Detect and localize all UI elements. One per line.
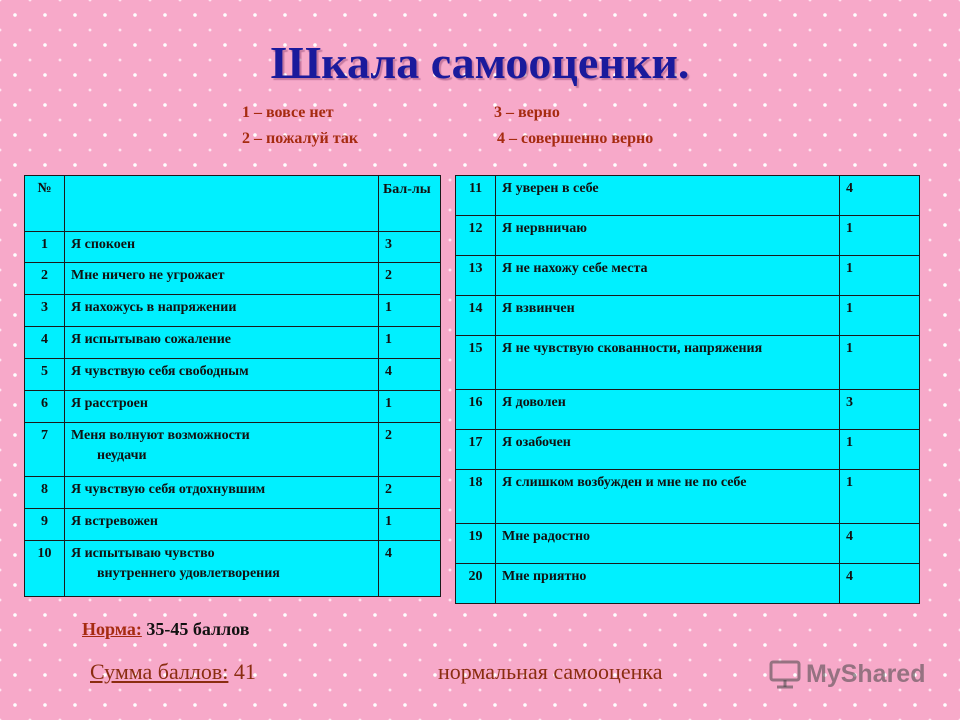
row-statement: Я испытываю сожаление [65, 327, 379, 359]
row-statement: Мне радостно [496, 524, 840, 564]
row-statement: Я слишком возбужден и мне не по себе [496, 470, 840, 524]
row-score: 1 [840, 336, 920, 390]
row-statement: Я спокоен [65, 232, 379, 263]
row-num: 5 [25, 359, 65, 391]
row-num: 6 [25, 391, 65, 423]
scale-table-right [455, 175, 920, 604]
row-score: 4 [379, 359, 441, 391]
row-score: 3 [840, 390, 920, 430]
table-header-row [25, 176, 441, 232]
norm-value: 35-45 баллов [146, 619, 250, 639]
row-num: 3 [25, 295, 65, 327]
table-row [25, 541, 441, 597]
row-score: 1 [379, 509, 441, 541]
verdict-text: нормальная самооценка [438, 659, 663, 684]
row-statement: Я озабочен [496, 430, 840, 470]
row-statement: Я чувствую себя свободным [65, 359, 379, 391]
row-num: 14 [456, 296, 496, 336]
table-row [456, 390, 920, 430]
row-num: 16 [456, 390, 496, 430]
row-score: 4 [840, 524, 920, 564]
row-num: 2 [25, 263, 65, 295]
row-score: 2 [379, 477, 441, 509]
row-statement: Я нахожусь в напряжении [65, 295, 379, 327]
row-score: 4 [379, 541, 441, 597]
row-statement: Я доволен [496, 390, 840, 430]
table-row [456, 430, 920, 470]
row-score: 4 [840, 564, 920, 604]
legend-item-3: 3 – верно [494, 104, 560, 121]
row-statement-line2: внутреннего удовлетворения [97, 566, 280, 581]
row-num: 15 [456, 336, 496, 390]
row-num: 18 [456, 470, 496, 524]
slide-title: Шкала самооценки. [270, 37, 690, 88]
watermark-logo [768, 656, 925, 692]
row-score: 1 [379, 295, 441, 327]
table-row [25, 359, 441, 391]
row-num: 20 [456, 564, 496, 604]
row-num: 8 [25, 477, 65, 509]
sum-label: Сумма баллов: [90, 659, 229, 684]
presentation-icon [768, 658, 802, 690]
header-score [379, 176, 441, 232]
header-statement [65, 176, 379, 232]
row-num: 11 [456, 176, 496, 216]
row-score: 1 [840, 430, 920, 470]
row-score: 2 [379, 263, 441, 295]
row-num: 19 [456, 524, 496, 564]
table-row [25, 391, 441, 423]
row-score: 2 [379, 423, 441, 477]
legend-item-1: 1 – вовсе нет [242, 104, 334, 121]
norm-line [82, 619, 250, 640]
table-row [456, 176, 920, 216]
scale-table-left [24, 175, 441, 597]
row-num: 7 [25, 423, 65, 477]
table-row [456, 564, 920, 604]
table-row [456, 296, 920, 336]
norm-label: Норма: [82, 619, 142, 639]
row-statement: Мне приятно [496, 564, 840, 604]
row-statement [65, 423, 379, 477]
row-statement: Я расстроен [65, 391, 379, 423]
table-row [456, 256, 920, 296]
table-row [25, 263, 441, 295]
table-row [456, 216, 920, 256]
row-score: 1 [840, 256, 920, 296]
row-score: 1 [840, 470, 920, 524]
sum-line [90, 659, 256, 685]
row-statement: Я не нахожу себе места [496, 256, 840, 296]
table-row [456, 336, 920, 390]
table-row [25, 232, 441, 263]
row-statement: Мне ничего не угрожает [65, 263, 379, 295]
header-num: № [25, 176, 65, 232]
legend-item-4: 4 – совершенно верно [497, 130, 654, 147]
row-num: 13 [456, 256, 496, 296]
row-score: 1 [379, 391, 441, 423]
legend-item-2: 2 – пожалуй так [242, 130, 359, 147]
row-score: 1 [840, 216, 920, 256]
row-statement: Я нервничаю [496, 216, 840, 256]
row-num: 1 [25, 232, 65, 263]
table-row [456, 524, 920, 564]
row-score: 4 [840, 176, 920, 216]
row-statement [65, 541, 379, 597]
row-num: 17 [456, 430, 496, 470]
table-row [25, 477, 441, 509]
row-statement-line1: Меня волнуют возможности [71, 428, 250, 443]
header-score-label: Бал-лы [383, 182, 431, 197]
row-statement: Я не чувствую скованности, напряжения [496, 336, 840, 390]
row-statement: Я чувствую себя отдохнувшим [65, 477, 379, 509]
table-row [25, 295, 441, 327]
table-row [456, 470, 920, 524]
row-num: 12 [456, 216, 496, 256]
table-row [25, 423, 441, 477]
row-statement-line1: Я испытываю чувство [71, 546, 215, 561]
row-statement: Я уверен в себе [496, 176, 840, 216]
row-num: 10 [25, 541, 65, 597]
watermark-text: MyShared [806, 659, 926, 688]
row-num: 4 [25, 327, 65, 359]
row-statement: Я взвинчен [496, 296, 840, 336]
row-num: 9 [25, 509, 65, 541]
sum-value: 41 [233, 659, 256, 684]
table-row [25, 509, 441, 541]
table-row [25, 327, 441, 359]
row-score: 1 [379, 327, 441, 359]
row-score: 1 [840, 296, 920, 336]
row-statement-line2: неудачи [97, 448, 147, 463]
row-score: 3 [379, 232, 441, 263]
row-statement: Я встревожен [65, 509, 379, 541]
